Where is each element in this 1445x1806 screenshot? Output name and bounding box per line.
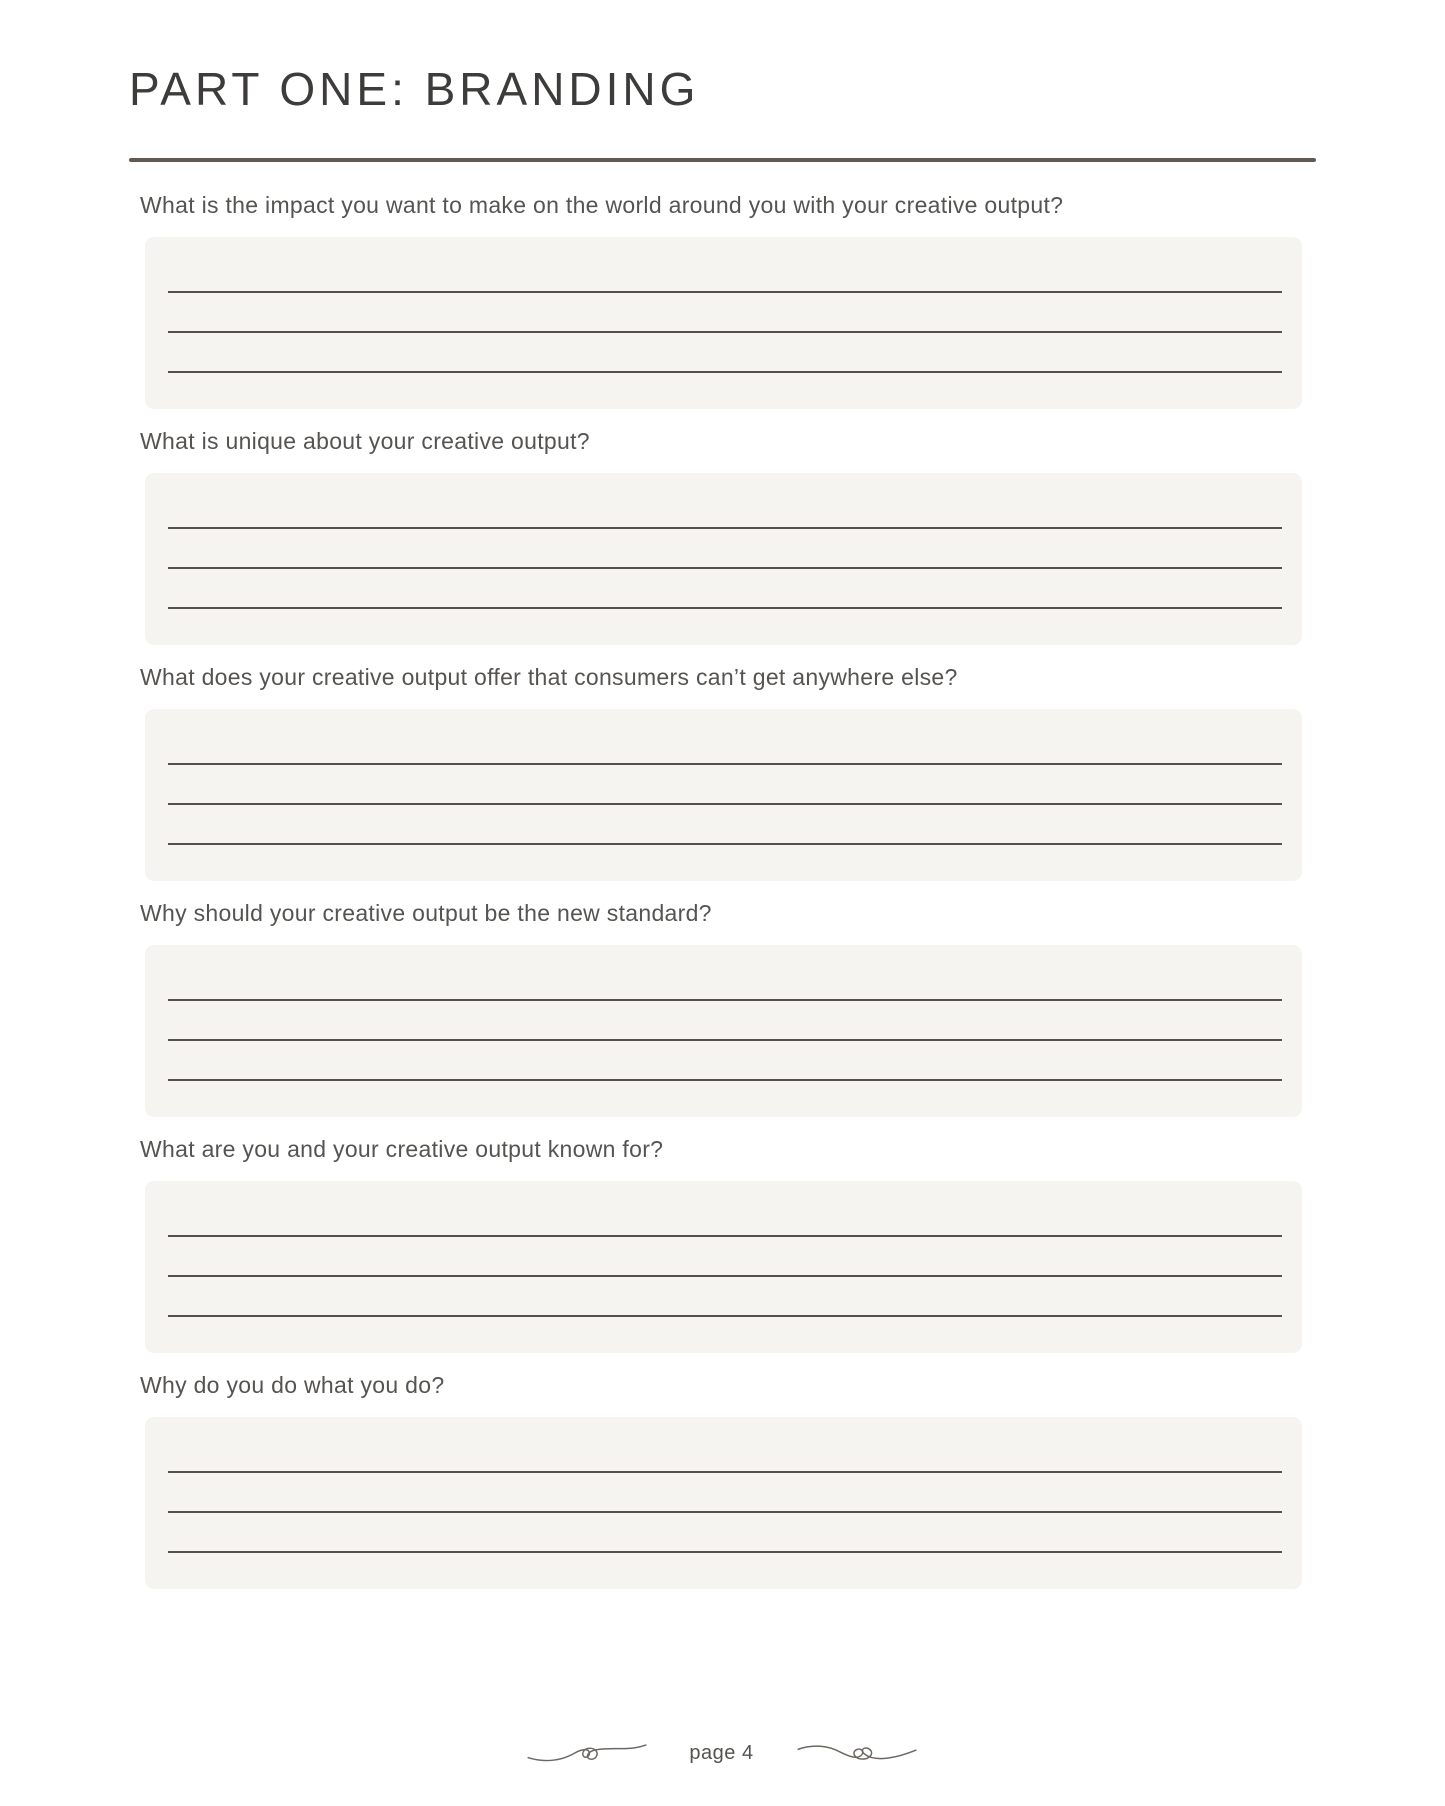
- question-label: What is unique about your creative output?: [140, 428, 590, 454]
- answer-line: [168, 805, 1282, 845]
- page-footer: [129, 1739, 1316, 1767]
- answer-line: [168, 1041, 1282, 1081]
- page-title: PART ONE: BRANDING: [129, 63, 700, 115]
- question-block: [129, 900, 1316, 1117]
- flourish-right-icon: [792, 1739, 922, 1767]
- answer-line: [168, 333, 1282, 373]
- answer-line: [168, 1197, 1282, 1237]
- answer-line: [168, 1473, 1282, 1513]
- question-label: What does your creative output offer that consumers can’t get anywhere else?: [140, 664, 958, 690]
- answer-box[interactable]: [145, 709, 1302, 881]
- answer-box[interactable]: [145, 1417, 1302, 1589]
- question-block: [129, 428, 1316, 645]
- question-block: [129, 664, 1316, 881]
- question-label: Why do you do what you do?: [140, 1372, 445, 1398]
- question-label: Why should your creative output be the new standard?: [140, 900, 712, 926]
- answer-line: [168, 765, 1282, 805]
- answer-line: [168, 1001, 1282, 1041]
- answer-line: [168, 293, 1282, 333]
- question-label: What is the impact you want to make on the world around you with your creative output?: [140, 192, 1064, 218]
- answer-line: [168, 1277, 1282, 1317]
- answer-box[interactable]: [145, 945, 1302, 1117]
- question-block: [129, 1372, 1316, 1589]
- answer-line: [168, 1513, 1282, 1553]
- answer-line: [168, 1237, 1282, 1277]
- question-list: [129, 192, 1316, 1589]
- answer-line: [168, 489, 1282, 529]
- question-block: [129, 192, 1316, 409]
- question-label: What are you and your creative output known for?: [140, 1136, 664, 1162]
- question-block: [129, 1136, 1316, 1353]
- answer-line: [168, 529, 1282, 569]
- answer-box[interactable]: [145, 237, 1302, 409]
- answer-box[interactable]: [145, 473, 1302, 645]
- answer-line: [168, 961, 1282, 1001]
- answer-line: [168, 569, 1282, 609]
- answer-line: [168, 1433, 1282, 1473]
- answer-line: [168, 725, 1282, 765]
- flourish-left-icon: [523, 1739, 651, 1767]
- page-number: page 4: [689, 1741, 754, 1764]
- title-divider: [129, 158, 1316, 162]
- answer-box[interactable]: [145, 1181, 1302, 1353]
- answer-line: [168, 253, 1282, 293]
